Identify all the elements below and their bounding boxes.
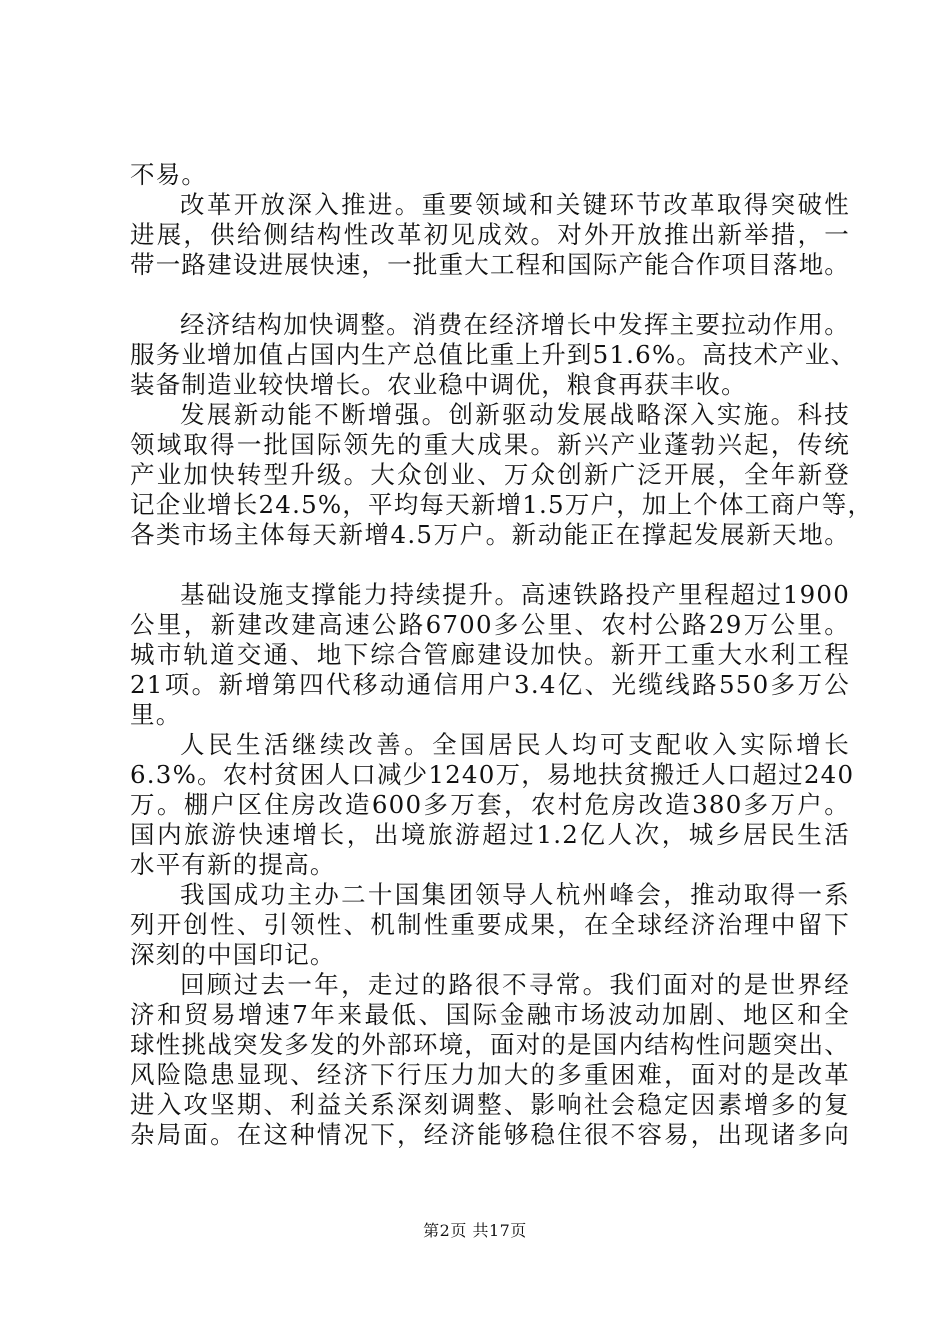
paragraph-livelihood-line-4: 国内旅游快速增长，出境旅游超过1.2亿人次，城乡居民生活 xyxy=(130,820,850,849)
paragraph-livelihood-line-1: 人民生活继续改善。全国居民人均可支配收入实际增长 xyxy=(180,730,850,759)
paragraph-review-line-5: 进入攻坚期、利益关系深刻调整、影响社会稳定因素增多的复 xyxy=(130,1090,850,1119)
paragraph-structure-line-2: 服务业增加值占国内生产总值比重上升到51.6%。高技术产业、 xyxy=(130,340,857,369)
paragraph-momentum-line-1: 发展新动能不断增强。创新驱动发展战略深入实施。科技 xyxy=(180,400,850,429)
paragraph-review-line-4: 风险隐患显现、经济下行压力加大的多重困难，面对的是改革 xyxy=(130,1060,850,1089)
paragraph-g20-line-2: 列开创性、引领性、机制性重要成果，在全球经济治理中留下 xyxy=(130,910,850,939)
text-line: 不易。 xyxy=(130,160,208,189)
paragraph-infrastructure-line-4: 21项。新增第四代移动通信用户3.4亿、光缆线路550多万公 xyxy=(130,670,850,699)
page-number-footer: 第2页 共17页 xyxy=(423,1221,527,1240)
paragraph-livelihood-line-2: 6.3%。农村贫困人口减少1240万，易地扶贫搬迁人口超过240 xyxy=(130,760,855,789)
paragraph-infrastructure-line-5: 里。 xyxy=(130,700,182,729)
paragraph-infrastructure-line-2: 公里，新建改建高速公路6700多公里、农村公路29万公里。 xyxy=(130,610,850,639)
paragraph-reform-line-3: 带一路建设进展快速，一批重大工程和国际产能合作项目落地。 xyxy=(130,250,850,279)
paragraph-review-line-6: 杂局面。在这种情况下，经济能够稳住很不容易，出现诸多向 xyxy=(130,1120,850,1149)
paragraph-momentum-line-4: 记企业增长24.5%，平均每天新增1.5万户，加上个体工商户等， xyxy=(130,490,874,519)
paragraph-review-line-1: 回顾过去一年，走过的路很不寻常。我们面对的是世界经 xyxy=(180,970,850,999)
paragraph-g20-line-1: 我国成功主办二十国集团领导人杭州峰会，推动取得一系 xyxy=(180,880,850,909)
paragraph-g20-line-3: 深刻的中国印记。 xyxy=(130,940,336,969)
paragraph-livelihood-line-5: 水平有新的提高。 xyxy=(130,850,336,879)
paragraph-livelihood-line-3: 万。棚户区住房改造600多万套，农村危房改造380多万户。 xyxy=(130,790,850,819)
paragraph-review-line-2: 济和贸易增速7年来最低、国际金融市场波动加剧、地区和全 xyxy=(130,1000,850,1029)
paragraph-momentum-line-2: 领域取得一批国际领先的重大成果。新兴产业蓬勃兴起，传统 xyxy=(130,430,850,459)
paragraph-momentum-line-5: 各类市场主体每天新增4.5万户。新动能正在撑起发展新天地。 xyxy=(130,520,850,549)
paragraph-infrastructure-line-1: 基础设施支撑能力持续提升。高速铁路投产里程超过1900 xyxy=(180,580,850,609)
paragraph-momentum-line-3: 产业加快转型升级。大众创业、万众创新广泛开展，全年新登 xyxy=(130,460,850,489)
paragraph-structure-line-3: 装备制造业较快增长。农业稳中调优，粮食再获丰收。 xyxy=(130,370,747,399)
paragraph-review-line-3: 球性挑战突发多发的外部环境，面对的是国内结构性问题突出、 xyxy=(130,1030,850,1059)
paragraph-infrastructure-line-3: 城市轨道交通、地下综合管廊建设加快。新开工重大水利工程 xyxy=(130,640,850,669)
paragraph-structure-line-1: 经济结构加快调整。消费在经济增长中发挥主要拉动作用。 xyxy=(180,310,850,339)
document-body xyxy=(130,160,874,1150)
paragraph-reform-line-2: 进展，供给侧结构性改革初见成效。对外开放推出新举措，一 xyxy=(130,220,850,249)
paragraph-reform-line-1: 改革开放深入推进。重要领域和关键环节改革取得突破性 xyxy=(180,190,850,219)
